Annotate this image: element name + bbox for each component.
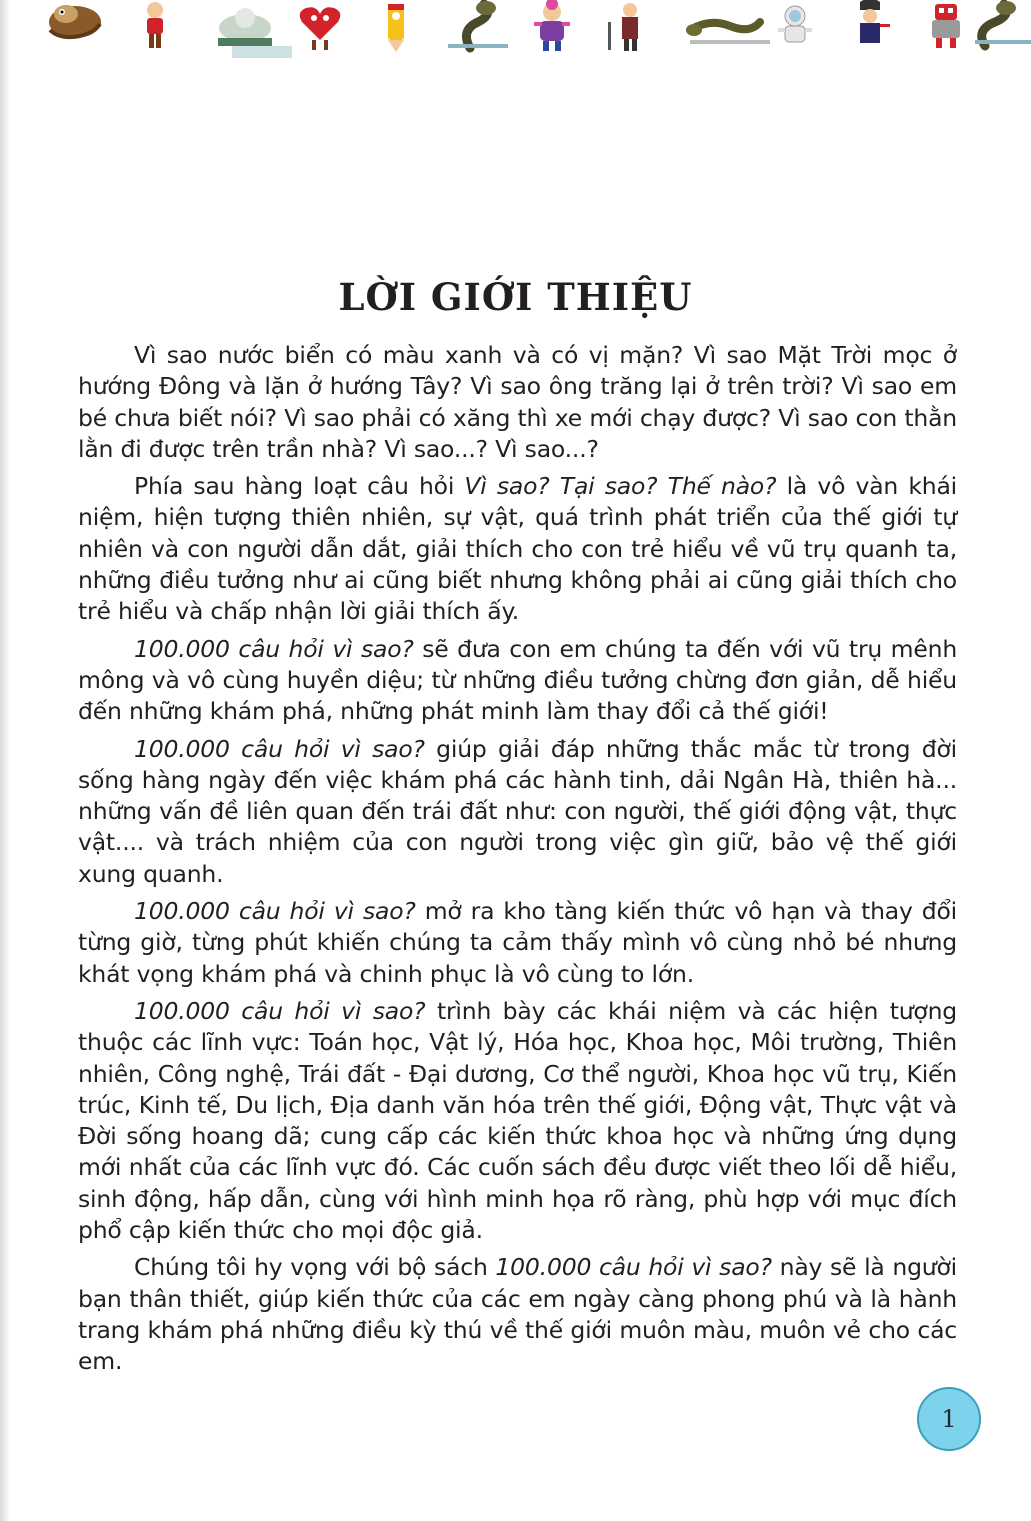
italic-phrase: 100.000 câu hỏi vì sao? <box>134 897 416 926</box>
paragraph-text: trình bày các khái niệm và các hiện tượng thuộc các lĩnh vực: Toán học, Vật lý, Hóa học, Khoa học, Môi trường, Thiên nhiên, Công nghệ, Trái đất - Đại dương, Cơ thể người, Khoa học vũ trụ, Kiến trúc, Kinh tế, Du lịch, Địa danh văn hóa trên thế giới, Động vật, Thực vật và Đời sống hoang dã; cung cấp các kiến thức khoa học và những ứng dụng mới nhất của các lĩnh vực đó. Các cuốn sách đều được viết theo lối dễ hiểu, sinh động, hấp dẫn, cùng với hình minh họa rõ ràng, phù hợp với mục đích phổ cập kiến thức cho mọi độc giả. <box>78 996 957 1245</box>
italic-phrase: 100.000 câu hỏi vì sao? <box>495 1253 772 1282</box>
pencil-character-icon <box>388 4 404 52</box>
musician-figure-icon <box>608 3 638 51</box>
snake-cartoon-icon <box>49 5 101 38</box>
body-paragraph <box>78 734 957 890</box>
body-paragraph <box>78 996 957 1246</box>
magician-figure-icon <box>860 0 890 43</box>
paragraph-text: Chúng tôi hy vọng với bộ sách <box>134 1253 496 1282</box>
paragraph-text: là vô vàn khái niệm, hiện tượng thiên nhiên, sự vật, quá trình phát triển của thế giới tự nhiên và con người dẫn dắt, giải thích cho con trẻ hiểu về vũ trụ quanh ta, những điều tưởng như ai cũng biết nhưng không phải ai cũng giải thích cho trẻ hiểu và chấp nhận lời giải thích ấy. <box>78 472 957 626</box>
header-illustrations <box>0 0 1031 58</box>
heart-character-icon <box>300 7 341 50</box>
cobra-cartoon-icon <box>448 1 508 48</box>
italic-phrase: Vì sao? Tại sao? Thế nào? <box>464 472 777 501</box>
page-number: 1 <box>941 1405 957 1433</box>
body-paragraph <box>78 471 957 627</box>
paragraph-text: sẽ đưa con em chúng ta đến với vũ trụ mênh mông và vô cùng huyền diệu; từ những điều tưởng chừng đơn giản, dễ hiểu đến những khám phá, những phát minh làm thay đổi cả thế giới! <box>78 634 958 726</box>
clown-figure-icon <box>534 0 570 51</box>
paragraph-text: Phía sau hàng loạt câu hỏi <box>134 472 465 501</box>
italic-phrase: 100.000 câu hỏi vì sao? <box>134 634 414 663</box>
body-paragraph <box>78 634 957 728</box>
italic-phrase: 100.000 câu hỏi vì sao? <box>134 734 425 763</box>
page-title: LỜI GIỚI THIỆU <box>338 274 693 319</box>
paragraph-text: mở ra kho tàng kiến thức vô hạn và thay đổi từng giờ, từng phút khiến chúng ta cảm thấy mình vô cùng nhỏ bé nhưng khát vọng khám phá và chinh phục là vô cùng to lớn. <box>78 897 958 988</box>
introduction-body <box>78 340 957 1384</box>
astronaut-floating-icon <box>778 6 812 42</box>
robot-figure-icon <box>932 4 960 48</box>
italic-phrase: 100.000 câu hỏi vì sao? <box>134 996 426 1025</box>
boy-figure-icon <box>147 2 163 48</box>
header-illustration-strip <box>0 0 1031 58</box>
astronaut-figure-icon <box>218 8 292 58</box>
body-paragraph <box>78 896 957 990</box>
body-paragraph <box>78 340 957 465</box>
paragraph-text: giúp giải đáp những thắc mắc từ trong đời sống hàng ngày đến việc khám phá các hành tinh, dải Ngân Hà, thiên hà... những vấn đề liên quan đến trái đất như: con người, thế giới động vật, thực vật.... và trách nhiệm của con người trong việc gìn giữ, bảo vệ thế giới xung quanh. <box>78 734 957 888</box>
body-paragraph <box>78 1252 957 1377</box>
snake-cartoon-icon <box>975 1 1031 46</box>
page-edge-shadow <box>0 0 10 1521</box>
paragraph-text: Vì sao nước biển có màu xanh và có vị mặn? Vì sao Mặt Trời mọc ở hướng Đông và lặn ở hướng Tây? Vì sao ông trăng lại ở trên trời? Vì sao em bé chưa biết nói? Vì sao phải có xăng thì xe mới chạy được? Vì sao con thằn lằn đi được trên trần nhà? Vì sao...? Vì sao...? <box>78 341 957 463</box>
paragraph-text: này sẽ là người bạn thân thiết, giúp kiến thức của các em ngày càng phong phú và là hành trang khám phá những điều kỳ thú về thế giới muôn màu, muôn vẻ cho các em. <box>78 1253 958 1376</box>
page-number-badge <box>917 1387 981 1451</box>
lizard-cartoon-icon <box>686 22 770 44</box>
